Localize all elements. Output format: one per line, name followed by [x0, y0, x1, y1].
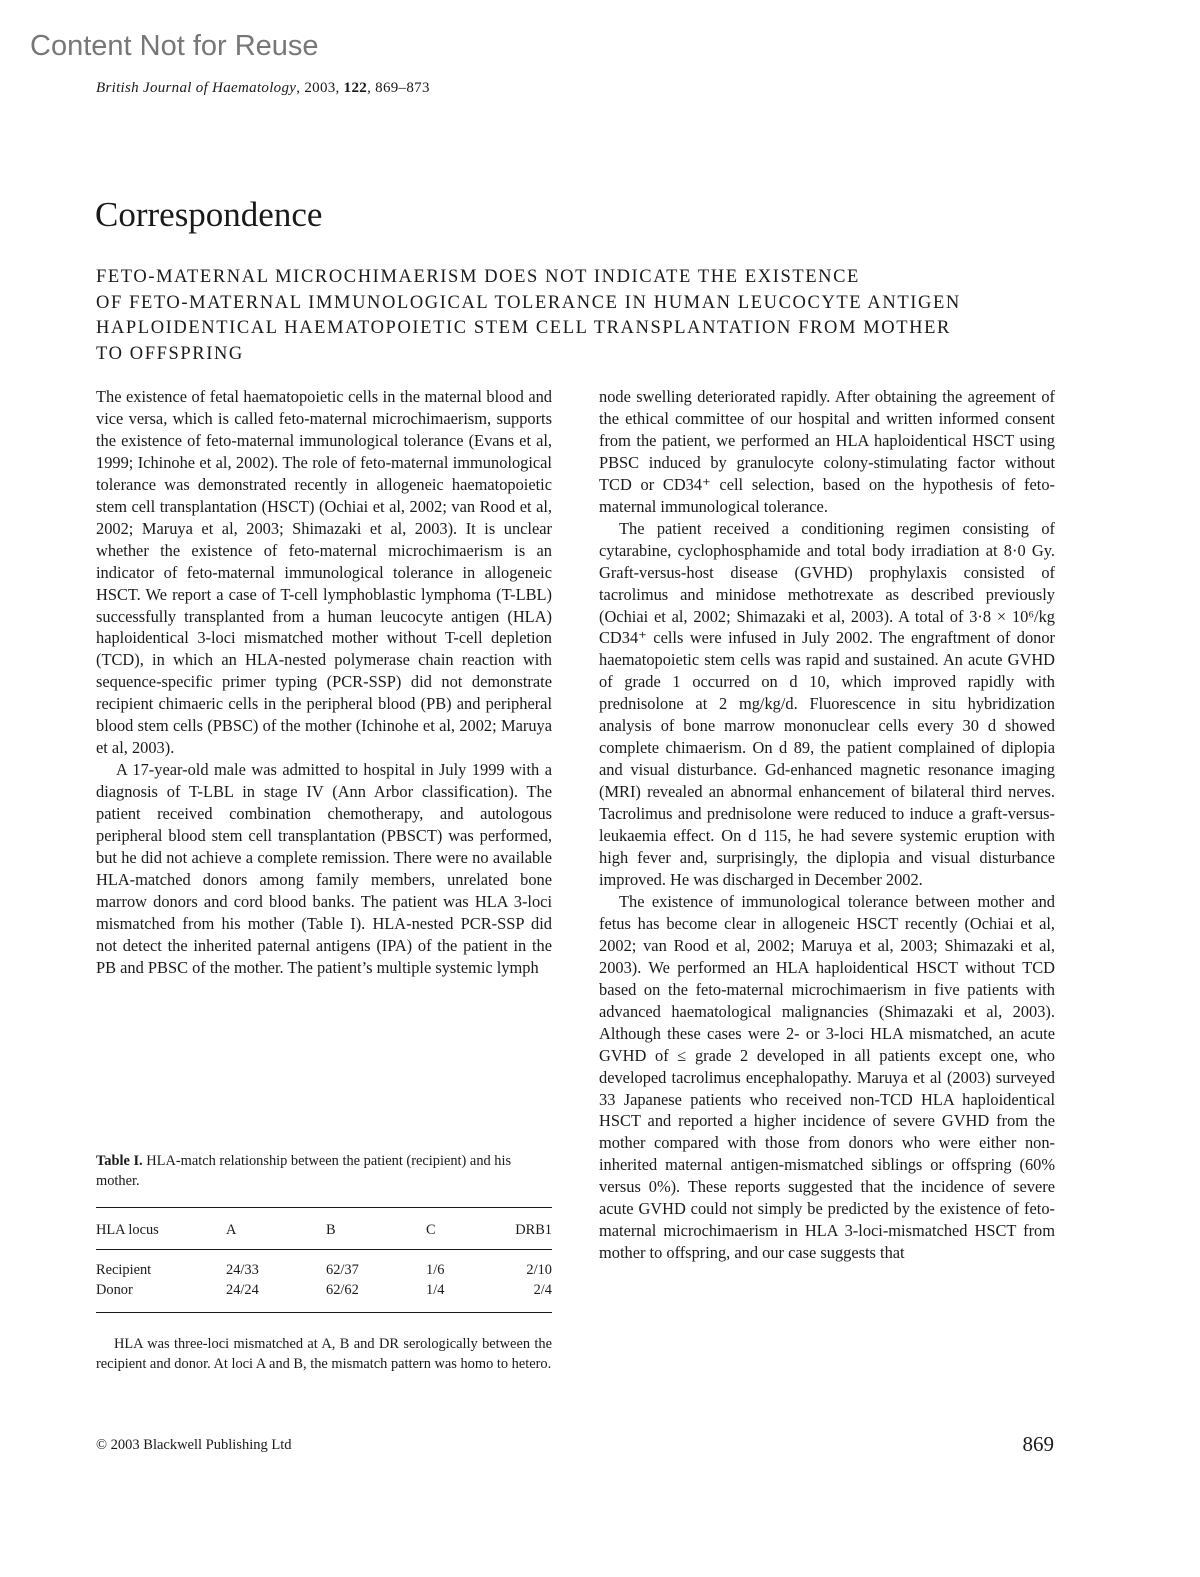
table-caption-label: Table I. — [96, 1153, 143, 1169]
table-cell: 2/4 — [533, 1282, 552, 1298]
table-header-cell: B — [326, 1222, 336, 1238]
hla-table — [96, 1207, 552, 1313]
article-title-line: HAPLOIDENTICAL HAEMATOPOIETIC STEM CELL TRANSPLANTATION FROM MOTHER — [96, 318, 951, 339]
table-header-row — [96, 1208, 552, 1250]
journal-volume: 122 — [343, 80, 368, 96]
body-paragraph: The patient received a conditioning regimen consisting of cytarabine, cyclophosphamide and total body irradiation at 8·0 Gy. Graft-versus-host disease (GVHD) prophylaxis consisted of tacrolimus and minidose methotrexate as described previously (Ochiai et al, 2002; Shimazaki et al, 2003). A total of 3·8 × 10⁶/kg CD34⁺ cells were infused in July 2002. The engraftment of donor haematopoietic stem cells was rapid and sustained. An acute GVHD of grade 1 occurred on d 10, which improved rapidly with prednisolone at 2 mg/kg/d. Fluorescence in situ hybridization analysis of bone marrow mononuclear cells every 30 d showed complete chimaerism. On d 89, the patient complained of diplopia and visual disturbance. Gd-enhanced magnetic resonance imaging (MRI) revealed an abnormal enhancement of bilateral third nerves. Tacrolimus and prednisolone were reduced to induce a graft-versus-leukaemia effect. On d 115, he had severe systemic eruption with high fever and, surprisingly, the diplopia and visual disturbance improved. He was discharged in December 2002. — [599, 518, 1055, 889]
table-header-cell: HLA locus — [96, 1222, 159, 1238]
body-paragraph: The existence of fetal haematopoietic cells in the maternal blood and vice versa, which is called feto-maternal microchimaerism, supports the existence of feto-maternal immunological tolerance (Evans et al, 1999; Ichinohe et al, 2002). The role of feto-maternal immunological tolerance was demonstrated recently in allogeneic haematopoietic stem cell transplantation (HSCT) (Ochiai et al, 2002; van Rood et al, 2002; Maruya et al, 2003; Shimazaki et al, 2003). It is unclear whether the existence of feto-maternal microchimaerism is an indicator of feto-maternal immunological tolerance in allogeneic HSCT. We report a case of T-cell lymphoblastic lymphoma (T-LBL) successfully transplanted from a human leucocyte antigen (HLA) haploidentical 3-loci mismatched mother without T-cell depletion (TCD), in which an HLA-nested polymerase chain reaction with sequence-specific primer typing (PCR-SSP) did not demonstrate recipient chimaeric cells in the peripheral blood (PB) and peripheral blood stem cells (PBSC) of the mother (Ichinohe et al, 2002; Maruya et al, 2003). — [96, 387, 552, 758]
table-cell: 2/10 — [526, 1262, 552, 1278]
table-row — [96, 1280, 552, 1313]
hla-table-block — [96, 1152, 552, 1374]
table-header-cell: A — [226, 1222, 237, 1238]
copyright-notice: © 2003 Blackwell Publishing Ltd — [96, 1437, 292, 1453]
table-caption — [96, 1152, 552, 1191]
journal-pages: , 869–873 — [367, 80, 430, 96]
journal-name: British Journal of Haematology — [96, 80, 297, 96]
page-number: 869 — [1022, 1432, 1054, 1456]
table-header-cell: DRB1 — [515, 1222, 552, 1238]
table-cell: 62/62 — [326, 1282, 359, 1298]
article-title-line: TO OFFSPRING — [96, 343, 244, 364]
right-column — [599, 386, 1055, 1264]
table-cell: Donor — [96, 1282, 133, 1298]
table-row — [96, 1250, 552, 1281]
body-paragraph: node swelling deteriorated rapidly. After obtaining the agreement of the ethical committee of our hospital and written informed consent from the patient, we performed an HLA haploidentical HSCT using PBSC induced by granulocyte colony-stimulating factor without TCD or CD34⁺ cell selection, based on the hypothesis of feto-maternal immunological tolerance. — [599, 387, 1055, 516]
section-title: Correspondence — [95, 195, 323, 235]
body-paragraph: The existence of immunological tolerance between mother and fetus has become clear in allogeneic HSCT recently (Ochiai et al, 2002; van Rood et al, 2002; Maruya et al, 2003; Shimazaki et al, 2003). We performed an HLA haploidentical HSCT without TCD based on the feto-maternal microchimaerism in five patients with advanced haematological malignancies (Shimazaki et al, 2003). Although these cases were 2- or 3-loci HLA mismatched, an acute GVHD of ≤ grade 2 developed in all patients except one, who developed tacrolimus encephalopathy. Maruya et al (2003) surveyed 33 Japanese patients who received non-TCD HLA haploidentical HSCT and reported a higher incidence of severe GVHD from the mother compared with those from donors who were either non-inherited maternal antigen-mismatched siblings or offspring (60% versus 0%). These reports suggested that the incidence of severe acute GVHD could not simply be predicted by the existence of feto-maternal microchimaerism in HLA 3-loci-mismatched HSCT from mother to offspring, and our case suggests that — [599, 891, 1055, 1263]
table-cell: 24/24 — [226, 1282, 259, 1298]
journal-citation — [96, 80, 430, 97]
left-column — [96, 386, 552, 979]
journal-year: , 2003, — [296, 80, 344, 96]
table-cell: 24/33 — [226, 1262, 259, 1278]
table-cell: 1/6 — [426, 1262, 445, 1278]
article-title — [96, 265, 996, 367]
table-cell: Recipient — [96, 1262, 152, 1278]
table-footnote: HLA was three-loci mismatched at A, B and DR serologically between the recipient and donor. At loci A and B, the mismatch pattern was homo to hetero. — [96, 1336, 552, 1372]
article-title-line: FETO-MATERNAL MICROCHIMAERISM DOES NOT INDICATE THE EXISTENCE — [96, 267, 860, 287]
table-cell: 62/37 — [326, 1262, 359, 1278]
table-cell: 1/4 — [426, 1282, 445, 1298]
body-paragraph: A 17-year-old male was admitted to hospital in July 1999 with a diagnosis of T-LBL in stage IV (Ann Arbor classification). The patient received combination chemotherapy, and autologous peripheral blood stem cell transplantation (PBSCT) was performed, but he did not achieve a complete remission. There were no available HLA-matched donors among family members, unrelated bone marrow donors and cord blood banks. The patient was HLA 3-loci mismatched from his mother (Table I). HLA-nested PCR-SSP did not detect the inherited paternal antigens (IPA) of the patient in the PB and PBSC of the mother. The patient’s multiple systemic lymph — [96, 760, 552, 977]
table-header-cell: C — [426, 1222, 436, 1238]
table-caption-text: HLA-match relationship between the patient (recipient) and his mother. — [96, 1153, 512, 1189]
article-title-line: OF FETO-MATERNAL IMMUNOLOGICAL TOLERANCE IN HUMAN LEUCOCYTE ANTIGEN — [96, 292, 961, 313]
watermark-text: Content Not for Reuse — [30, 30, 319, 62]
